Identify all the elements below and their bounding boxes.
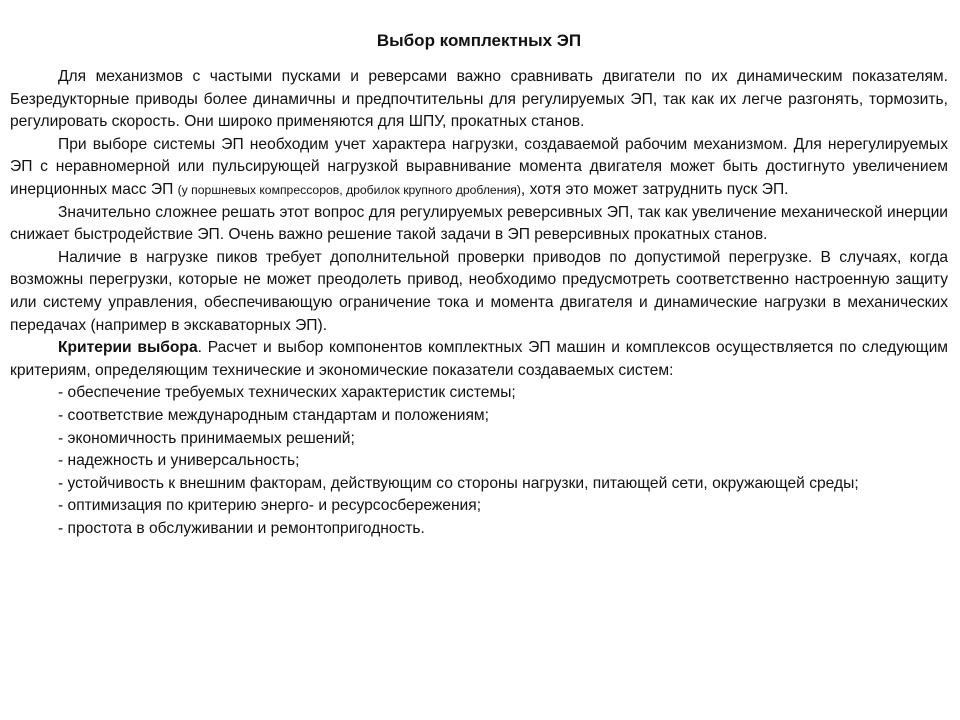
list-item: - экономичность принимаемых решений; [58, 429, 355, 447]
list-item: - оптимизация по критерию энерго- и ресурсосбережения; [58, 497, 482, 515]
list-item: - надежность и универсальность; [58, 452, 300, 470]
document-body [10, 66, 948, 540]
page-title: Выбор комплектных ЭП [376, 31, 582, 50]
paragraph-load [10, 134, 948, 202]
paragraph-load-note: (у поршневых компрессоров, дробилок крупного дробления) [177, 182, 521, 197]
paragraph-peaks: Наличие в нагрузке пиков требует дополнительной проверки приводов по допустимой перегрузке. В случаях, когда возможны перегрузки, которые не может преодолеть привод, необходимо предусмотреть соответственно настроенную защиту или систему управления, обеспечивающую ограничение тока и момента двигателя и динамические нагрузки в механических передачах (например в экскаваторных ЭП). [10, 248, 948, 334]
criteria-heading: Критерии выбора [58, 339, 198, 357]
list-item: - устойчивость к внешним факторам, действующим со стороны нагрузки, питающей сети, окружающей среды; [58, 474, 859, 492]
list-item: - обеспечение требуемых технических характеристик системы; [58, 384, 516, 402]
list-item: - простота в обслуживании и ремонтопригодность. [58, 519, 425, 537]
list-item: - соответствие международным стандартам и положениям; [58, 406, 489, 424]
criteria-intro: . Расчет и выбор компонентов комплектных ЭП машин и комплексов осуществляется по следующим критериям, определяющим технические и экономические показатели создаваемых систем: [10, 339, 949, 379]
document-page [10, 0, 948, 720]
paragraph-load-main: При выборе системы ЭП необходим учет характера нагрузки, создаваемой рабочим механизмом. Для нерегулируемых ЭП с неравномерной или пульсирующей нагрузкой выравнивание момента двигателя может быть достигнуто увеличением инерционных масс ЭП [10, 135, 948, 198]
paragraph-dynamics: Для механизмов с частыми пусками и реверсами важно сравнивать двигатели по их динамическим показателям. Безредукторные приводы более динамичны и предпочтительны для регулируемых ЭП, так как их легче разгонять, тормозить, регулировать скорость. Они широко применяются для ШПУ, прокатных станов. [10, 68, 948, 131]
paragraph-reversible: Значительно сложнее решать этот вопрос для регулируемых реверсивных ЭП, так как увеличение механической инерции снижает быстродействие ЭП. Очень важно решение такой задачи в ЭП реверсивных прокатных станов. [10, 203, 948, 244]
paragraph-criteria [10, 337, 948, 382]
paragraph-load-tail: , хотя это может затруднить пуск ЭП. [520, 180, 789, 198]
